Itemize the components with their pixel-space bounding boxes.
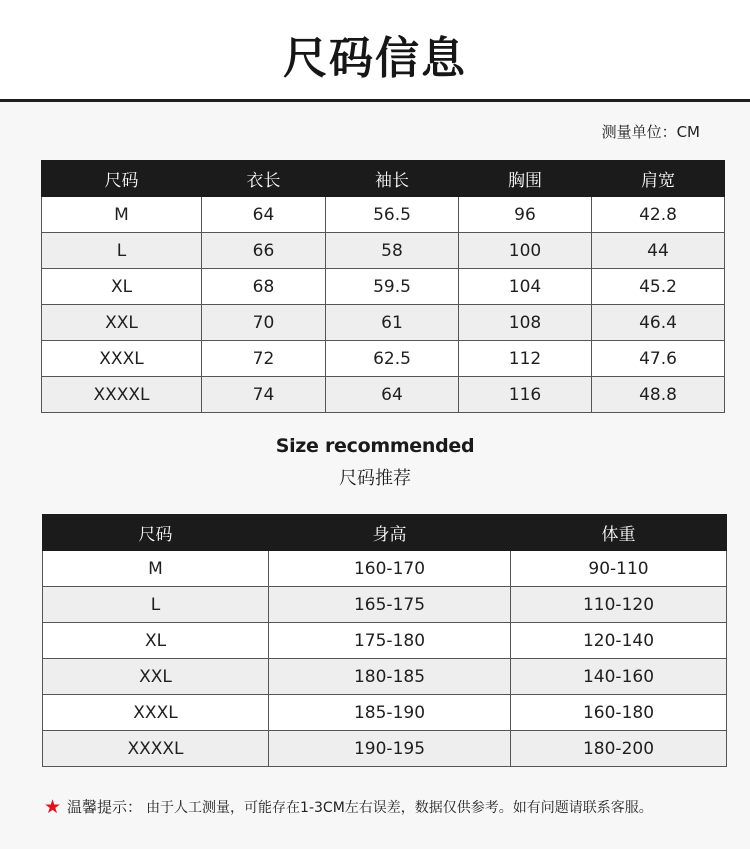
height-cell: 175-180	[269, 623, 511, 659]
chest-cell: 116	[459, 377, 592, 413]
weight-col-header: 体重	[511, 515, 727, 551]
size-cell: XXL	[43, 659, 269, 695]
size-col-header: 尺码	[43, 515, 269, 551]
size-cell: M	[42, 197, 202, 233]
length-cell: 68	[202, 269, 326, 305]
shoulder-cell: 44	[592, 233, 725, 269]
shoulder-cell: 46.4	[592, 305, 725, 341]
sleeve-cell: 64	[326, 377, 459, 413]
table-row	[42, 341, 725, 377]
size-table	[41, 160, 725, 413]
chest-col-header: 胸围	[459, 161, 592, 197]
length-cell: 74	[202, 377, 326, 413]
recommend-heading-zh: 尺码推荐	[339, 468, 411, 489]
height-cell: 190-195	[269, 731, 511, 767]
page-header	[0, 0, 750, 101]
height-col-header: 身高	[269, 515, 511, 551]
weight-cell: 160-180	[511, 695, 727, 731]
shoulder-cell: 42.8	[592, 197, 725, 233]
unit-label: 测量单位：CM	[601, 123, 700, 141]
length-col-header: 衣长	[202, 161, 326, 197]
weight-cell: 90-110	[511, 551, 727, 587]
sleeve-cell: 56.5	[326, 197, 459, 233]
height-cell: 160-170	[269, 551, 511, 587]
size-cell: XL	[42, 269, 202, 305]
sleeve-cell: 62.5	[326, 341, 459, 377]
length-cell: 66	[202, 233, 326, 269]
size-cell: L	[43, 587, 269, 623]
table-row	[42, 377, 725, 413]
sleeve-cell: 59.5	[326, 269, 459, 305]
table-row	[43, 659, 727, 695]
star-icon: ★	[44, 796, 62, 818]
height-cell: 165-175	[269, 587, 511, 623]
page-title: 尺码信息	[283, 33, 467, 84]
table-row	[42, 233, 725, 269]
table-row	[42, 305, 725, 341]
sleeve-cell: 61	[326, 305, 459, 341]
tip-label: 温馨提示：	[67, 798, 143, 816]
weight-cell: 110-120	[511, 587, 727, 623]
length-cell: 64	[202, 197, 326, 233]
title-divider	[0, 99, 750, 102]
table-row	[43, 731, 727, 767]
weight-cell: 140-160	[511, 659, 727, 695]
sleeve-col-header: 袖长	[326, 161, 459, 197]
size-cell: M	[43, 551, 269, 587]
size-col-header: 尺码	[42, 161, 202, 197]
chest-cell: 104	[459, 269, 592, 305]
sleeve-cell: 58	[326, 233, 459, 269]
shoulder-cell: 45.2	[592, 269, 725, 305]
size-cell: L	[42, 233, 202, 269]
table-row	[43, 587, 727, 623]
length-cell: 70	[202, 305, 326, 341]
size-cell: XXXL	[42, 341, 202, 377]
size-cell: XXXXL	[42, 377, 202, 413]
size-table-header-row	[42, 161, 725, 197]
table-row	[43, 623, 727, 659]
tip-text: 由于人工测量，可能存在1-3CM左右误差，数据仅供参考。如有问题请联系客服。	[146, 800, 653, 816]
recommend-table-header-row	[43, 515, 727, 551]
shoulder-col-header: 肩宽	[592, 161, 725, 197]
weight-cell: 120-140	[511, 623, 727, 659]
chest-cell: 108	[459, 305, 592, 341]
size-cell: XXXL	[43, 695, 269, 731]
recommend-heading-en: Size recommended	[275, 435, 475, 457]
chest-cell: 100	[459, 233, 592, 269]
height-cell: 185-190	[269, 695, 511, 731]
table-row	[42, 269, 725, 305]
chest-cell: 112	[459, 341, 592, 377]
shoulder-cell: 48.8	[592, 377, 725, 413]
recommend-table	[42, 514, 727, 767]
shoulder-cell: 47.6	[592, 341, 725, 377]
size-cell: XXXXL	[43, 731, 269, 767]
table-row	[43, 695, 727, 731]
length-cell: 72	[202, 341, 326, 377]
table-row	[42, 197, 725, 233]
size-cell: XXL	[42, 305, 202, 341]
tip-note	[44, 796, 724, 818]
height-cell: 180-185	[269, 659, 511, 695]
size-cell: XL	[43, 623, 269, 659]
weight-cell: 180-200	[511, 731, 727, 767]
table-row	[43, 551, 727, 587]
chest-cell: 96	[459, 197, 592, 233]
